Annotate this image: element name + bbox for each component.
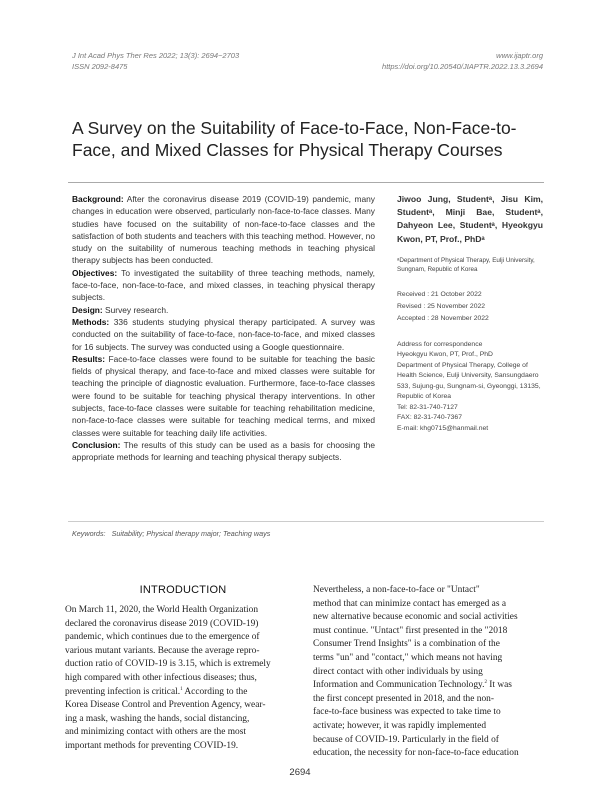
journal-header-right bbox=[382, 50, 543, 72]
results-label: Results: bbox=[72, 353, 106, 364]
intro-line-text: preventing infection is critical. bbox=[65, 686, 181, 697]
intro-line: the first concept presented in 2018, and the non- bbox=[313, 693, 494, 704]
doi-link[interactable]: https://doi.org/10.20540/JIAPTR.2022.13.3.2694 bbox=[382, 62, 543, 71]
correspondence-name: Hyeokgyu Kwon, PT, Prof., PhD bbox=[397, 351, 493, 359]
revised-date: Revised : 25 November 2022 bbox=[397, 303, 486, 311]
abstract bbox=[72, 193, 375, 464]
methods-text: 336 students studying physical therapy participated. A survey was conducted on the suitability of face-to-face, non-face-to-face, and mixed classes for 16 subjects. The survey was conducted using a Google questionnaire. bbox=[72, 316, 375, 352]
intro-line: must continue. "Untact" first presented in the "2018 bbox=[313, 625, 508, 636]
article-title: A Survey on the Suitability of Face-to-Face, Non-Face-to-Face, and Mixed Classes for Physical Therapy Courses bbox=[72, 118, 517, 160]
intro-line: ing a mask, washing the hands, social distancing, bbox=[65, 713, 250, 724]
abstract-objectives bbox=[72, 267, 375, 304]
correspondence bbox=[397, 340, 543, 435]
issn: ISSN 2092-8475 bbox=[72, 62, 128, 71]
correspondence-tel: Tel: 82-31-740-7127 bbox=[397, 403, 458, 411]
intro-line bbox=[313, 679, 546, 693]
intro-column-left bbox=[65, 604, 298, 754]
journal-url[interactable]: www.ijaptr.org bbox=[496, 51, 543, 60]
page-number: 2694 bbox=[289, 767, 311, 778]
article-sidebar bbox=[397, 193, 543, 434]
intro-line: On March 11, 2020, the World Health Organization bbox=[65, 605, 259, 615]
background-text: After the coronavirus disease 2019 (COVID-19) pandemic, many changes in education were observed, particularly non-face-to-face classes. Many studies have focused on the suitability of non-face-to-face classes and the satisfaction of both students and teachers with this teaching method. However, no study on the suitability of numerous teaching methods in teaching physical therapy subjects has been conducted. bbox=[72, 194, 375, 266]
journal-header-left bbox=[72, 50, 239, 72]
divider-top bbox=[68, 182, 544, 183]
correspondence-heading: Address for correspondence bbox=[397, 340, 483, 348]
abstract-results bbox=[72, 353, 375, 439]
abstract-methods bbox=[72, 316, 375, 353]
design-label: Design: bbox=[72, 304, 103, 315]
intro-line: new alternative because economic and social activities bbox=[313, 612, 518, 623]
intro-line bbox=[65, 686, 298, 700]
received-date: Received : 21 October 2022 bbox=[397, 290, 482, 298]
intro-line: various mutant variants. Because the average repro- bbox=[65, 645, 260, 656]
intro-line-tail: It was bbox=[486, 680, 512, 691]
objectives-text: To investigated the suitability of three teaching methods, namely, face-to-face, non-face-to-face, and mixed classes, in teaching physical therapy subjects. bbox=[72, 267, 375, 303]
intro-line-text: Information and Communication Technology. bbox=[313, 680, 485, 691]
intro-line: duction ratio of COVID-19 is 3.15, which is extremely bbox=[65, 659, 271, 670]
correspondence-department: Department of Physical Therapy, College of Health Science, Eulji University, Sansungdaero 533, Sujung-gu, Sungnam-si, Gyeonggi, 13135, Republic of Korea bbox=[397, 361, 541, 401]
affiliation: ᵃDepartment of Physical Therapy, Eulji University, Sungnam, Republic of Korea bbox=[397, 256, 535, 274]
conclusion-label: Conclusion: bbox=[72, 439, 121, 450]
journal-citation: J Int Acad Phys Ther Res 2022; 13(3): 2694~2703 bbox=[72, 51, 240, 60]
article-dates bbox=[397, 289, 543, 326]
keywords-values: Suitability; Physical therapy major; Teaching ways bbox=[111, 529, 271, 538]
keywords-label: Keywords: bbox=[72, 529, 106, 538]
intro-line: declared the coronavirus disease 2019 (COVID-19) bbox=[65, 618, 259, 629]
abstract-background bbox=[72, 193, 375, 267]
intro-line: direct contact with other individuals by using bbox=[313, 666, 483, 677]
intro-line: because of COVID-19. Particularly in the field of bbox=[313, 734, 499, 745]
methods-label: Methods: bbox=[72, 316, 110, 327]
intro-line: Consumer Trend Insights" is a combination of the bbox=[313, 639, 500, 650]
intro-line: face-to-face business was expected to take time to bbox=[313, 707, 501, 718]
abstract-conclusion bbox=[72, 439, 375, 464]
intro-line: important methods for preventing COVID-19. bbox=[65, 740, 239, 751]
conclusion-text: The results of this study can be used as a basis for choosing the appropriate methods for learning and teaching physical therapy subjects. bbox=[72, 439, 375, 463]
keywords bbox=[72, 529, 270, 538]
author-list: Jiwoo Jung, Studentᵃ, Jisu Kim, Studentᵃ, Minji Bae, Studentᵃ, Dahyeon Lee, Studentᵃ, Hyeokgyu Kwon, PT, Prof., PhDᵃ bbox=[397, 194, 543, 244]
results-text: Face-to-face classes were found to be suitable for teaching the basic fields of physical therapy, and face-to-face and mixed classes were suitable for teaching the principle of diagnostic evaluation. Furthermore, face-to-face classes were found to be suitable for teaching physical therapy interventions. In other subjects, face-to-face classes were suitable for teaching rehabilitation medicine, non-face-to-face classes were suitable for teaching medical terms, and mixed classes were suitable for teaching daily life activities. bbox=[72, 353, 375, 438]
correspondence-fax: FAX: 82-31-740-7367 bbox=[397, 414, 462, 422]
intro-line: high compared with other infectious diseases; thus, bbox=[65, 672, 257, 683]
intro-line: and minimizing contact with others are the most bbox=[65, 727, 246, 738]
intro-column-right bbox=[313, 584, 546, 761]
section-heading-introduction: INTRODUCTION bbox=[139, 584, 227, 596]
citation-ref: 2 bbox=[484, 680, 487, 686]
intro-line: Korea Disease Control and Prevention Agency, wear- bbox=[65, 700, 266, 711]
correspondence-email[interactable]: E-mail: khg0715@hanmail.net bbox=[397, 424, 489, 432]
background-label: Background: bbox=[72, 194, 124, 204]
design-text: Survey research. bbox=[105, 304, 169, 315]
accepted-date: Accepted : 28 November 2022 bbox=[397, 315, 489, 323]
intro-line: Nevertheless, a non-face-to-face or "Untact" bbox=[313, 585, 480, 595]
intro-line: activate; however, it was rapidly implemented bbox=[313, 720, 487, 731]
citation-ref: 1 bbox=[180, 686, 183, 692]
intro-line: education, the necessity for non-face-to-face education bbox=[313, 748, 519, 759]
intro-line: terms "un" and "contact," which means not having bbox=[313, 652, 503, 663]
intro-line: method that can minimize contact has emerged as a bbox=[313, 598, 506, 609]
intro-line: pandemic, which continues due to the emergence of bbox=[65, 632, 260, 643]
objectives-label: Objectives: bbox=[72, 267, 118, 278]
intro-line-tail: According to the bbox=[182, 686, 248, 697]
abstract-design bbox=[72, 304, 375, 316]
divider-bottom bbox=[68, 521, 544, 522]
